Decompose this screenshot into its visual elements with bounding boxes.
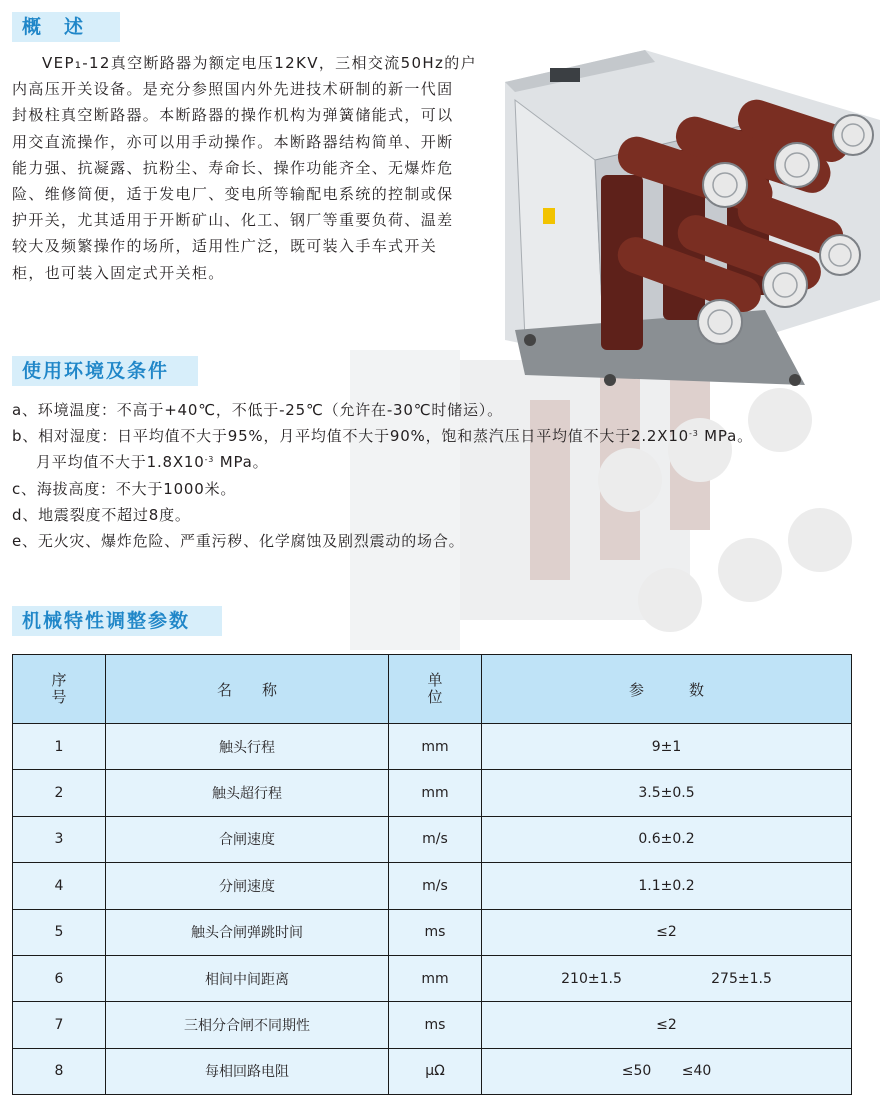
environment-item: d、地震裂度不超过8度。 bbox=[12, 505, 191, 524]
cell-no: 4 bbox=[13, 863, 106, 909]
table-row bbox=[13, 955, 852, 1001]
params-table bbox=[12, 654, 852, 1095]
environment-item-text: b、相对湿度：日平均值不大于95%，月平均值不大于90%，饱和蒸汽压日平均值不大于2.2X10 bbox=[12, 427, 690, 446]
environment-item-text: 月平均值不大于1.8X10 bbox=[36, 453, 205, 472]
section-title-environment: 使用环境及条件 bbox=[12, 356, 198, 386]
environment-list bbox=[12, 397, 753, 554]
vacuum-breaker-image bbox=[505, 40, 880, 420]
header-text: 位 bbox=[427, 688, 443, 706]
table-row bbox=[13, 1048, 852, 1094]
cell-unit: ms bbox=[389, 1002, 482, 1048]
cell-value: ≤2 bbox=[482, 909, 852, 955]
cell-no: 6 bbox=[13, 955, 106, 1001]
cell-name: 相间中间距离 bbox=[106, 955, 389, 1001]
cell-value: 0.6±0.2 bbox=[482, 816, 852, 862]
environment-item: e、无火灾、爆炸危险、严重污秽、化学腐蚀及剧烈震动的场合。 bbox=[12, 532, 465, 551]
overview-line: 较大及频繁操作的场所，适用性广泛，既可装入手车式开关 bbox=[12, 237, 438, 256]
cell-unit: mm bbox=[389, 724, 482, 770]
cell-name: 触头行程 bbox=[106, 724, 389, 770]
cell-unit: m/s bbox=[389, 863, 482, 909]
params-table-wrapper bbox=[12, 654, 852, 1085]
cell-no: 7 bbox=[13, 1002, 106, 1048]
cell-no: 1 bbox=[13, 724, 106, 770]
table-header-row bbox=[13, 655, 852, 724]
environment-item bbox=[12, 423, 753, 449]
overview-line: 内高压开关设备。是充分参照国内外先进技术研制的新一代固 bbox=[12, 80, 454, 99]
cell-value bbox=[482, 1048, 852, 1094]
cell-name: 触头合闸弹跳时间 bbox=[106, 909, 389, 955]
cell-value-b: ≤40 bbox=[681, 1063, 712, 1080]
environment-item: a、环境温度：不高于+40℃，不低于-25℃（允许在-30℃时储运）。 bbox=[12, 401, 503, 419]
overview-line: 能力强、抗凝露、抗粉尘、寿命长、操作功能齐全、无爆炸危 bbox=[12, 158, 454, 177]
cell-name: 三相分合闸不同期性 bbox=[106, 1002, 389, 1048]
exponent: -3 bbox=[689, 429, 699, 439]
cell-unit: ms bbox=[389, 909, 482, 955]
overview-line: 护开关，尤其适用于开断矿山、化工、钢厂等重要负荷、温差 bbox=[12, 211, 454, 230]
cell-unit: m/s bbox=[389, 816, 482, 862]
section-title-params: 机械特性调整参数 bbox=[12, 606, 222, 636]
cell-value-a: ≤50 bbox=[621, 1063, 652, 1080]
overview-line: 用交直流操作，亦可以用手动操作。本断路器结构简单、开断 bbox=[12, 132, 454, 151]
overview-line: 柜，也可装入固定式开关柜。 bbox=[12, 263, 225, 282]
table-row bbox=[13, 770, 852, 816]
cell-value-b: 275±1.5 bbox=[711, 970, 772, 987]
header-text: 单 bbox=[427, 671, 443, 689]
overview-line: 险、维修简便，适于发电厂、变电所等输配电系统的控制或保 bbox=[12, 185, 454, 204]
cell-no: 5 bbox=[13, 909, 106, 955]
cell-unit: mm bbox=[389, 770, 482, 816]
header-no bbox=[13, 655, 106, 724]
cell-no: 8 bbox=[13, 1048, 106, 1094]
table-row bbox=[13, 863, 852, 909]
exponent: -3 bbox=[204, 455, 215, 465]
header-name: 名 称 bbox=[106, 655, 389, 724]
table-row bbox=[13, 724, 852, 770]
cell-value: 3.5±0.5 bbox=[482, 770, 852, 816]
cell-unit: μΩ bbox=[389, 1048, 482, 1094]
table-row bbox=[13, 909, 852, 955]
environment-item: c、海拔高度：不大于1000米。 bbox=[12, 479, 237, 498]
cell-value bbox=[482, 955, 852, 1001]
environment-item bbox=[12, 449, 753, 475]
header-text: 序 bbox=[51, 671, 67, 689]
table-row bbox=[13, 1002, 852, 1048]
cell-name: 触头超行程 bbox=[106, 770, 389, 816]
cell-name: 分闸速度 bbox=[106, 863, 389, 909]
cell-name: 每相回路电阻 bbox=[106, 1048, 389, 1094]
section-title-overview: 概 述 bbox=[12, 12, 120, 42]
header-unit bbox=[389, 655, 482, 724]
environment-item-unit: MPa。 bbox=[214, 453, 269, 472]
cell-no: 2 bbox=[13, 770, 106, 816]
overview-line: 封极柱真空断路器。本断路器的操作机构为弹簧储能式，可以 bbox=[12, 106, 454, 125]
environment-item-unit: MPa。 bbox=[698, 427, 753, 446]
cell-value-a: 210±1.5 bbox=[561, 970, 622, 987]
cell-value: 9±1 bbox=[482, 724, 852, 770]
overview-paragraph bbox=[12, 50, 492, 286]
header-value: 参 数 bbox=[482, 655, 852, 724]
cell-unit: mm bbox=[389, 955, 482, 1001]
cell-value: ≤2 bbox=[482, 1002, 852, 1048]
header-text: 号 bbox=[51, 688, 67, 706]
cell-name: 合闸速度 bbox=[106, 816, 389, 862]
table-row bbox=[13, 816, 852, 862]
cell-no: 3 bbox=[13, 816, 106, 862]
cell-value: 1.1±0.2 bbox=[482, 863, 852, 909]
overview-line: VEP₁-12真空断路器为额定电压12KV，三相交流50Hz的户 bbox=[42, 54, 477, 72]
